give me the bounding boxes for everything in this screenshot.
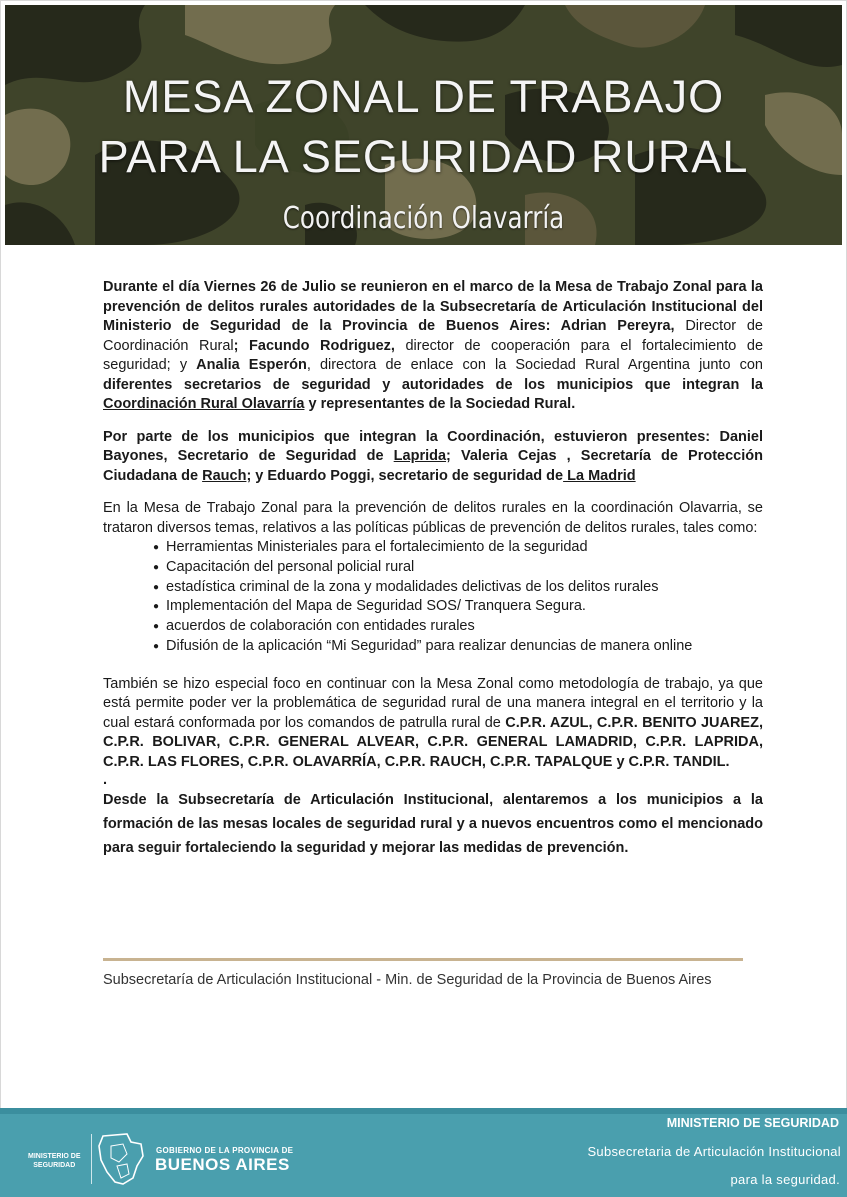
separator-dot: . xyxy=(103,772,108,789)
paragraph-closing: Desde la Subsecretaría de Articulación Institucional, alentaremos a los municipios a la formación de las mesas locales de seguridad rural y a nuevos encuentros como el mencionado para seguir fortaleciendo la seguridad y mejorar las medidas de prevención. xyxy=(103,792,763,857)
logo-separator xyxy=(91,1134,92,1184)
topic-item: ● Difusión de la aplicación “Mi Seguridad” para realizar denuncias de manera online xyxy=(153,637,763,657)
p1-name-2: ; Facundo Rodriguez, xyxy=(233,337,395,354)
p1-coordinacion-link: Coordinación Rural Olavarría xyxy=(103,396,305,412)
topic-item: ● Herramientas Ministeriales para el fortalecimiento de la seguridad xyxy=(153,538,763,558)
p4-cpr-list: C.P.R. AZUL, C.P.R. BENITO JUAREZ, C.P.R. BOLIVAR, C.P.R. GENERAL ALVEAR, C.P.R. GENERAL LAMADRID, C.P.R. LAPRIDA, C.P.R. LAS FLORES, C.P.R. OLAVARRÍA, C.P.R. RAUCH, C.P.R. TAPALQUE y C.P.R. TANDIL. xyxy=(103,714,763,770)
p4-text: También se hizo especial foco en continuar con la Mesa Zonal como metodología de trabajo, ya que está permite poder ver la problemática de seguridad rural de una manera integral en el territorio y la cual estará conformada por los comandos de patrulla rural de xyxy=(103,675,763,731)
p2-a: Por parte de los municipios que integran la Coordinación, estuvieron presentes: Daniel Bayones, Secretario de Seguridad de xyxy=(103,428,763,464)
bottom-bar-strip xyxy=(0,1108,847,1114)
p2-e: ; y Eduardo Poggi, secretario de seguridad de xyxy=(246,467,564,484)
bottom-bar xyxy=(0,1108,847,1197)
header-title-line2: PARA LA SEGURIDAD RURAL xyxy=(98,131,749,182)
paragraph-methodology xyxy=(103,675,763,773)
p1-role-2: director de cooperación para el fortalecimiento de seguridad; y xyxy=(103,337,764,373)
footer-divider xyxy=(103,958,743,961)
topic-item: ● Capacitación del personal policial rural xyxy=(153,558,763,578)
topic-item: ● estadística criminal de la zona y modalidades delictivas de los delitos rurales xyxy=(153,578,763,598)
ministerio-logo-text xyxy=(28,1152,81,1170)
p1-role-1: Director de Coordinación Rural xyxy=(103,318,763,354)
header-title-line1: MESA ZONAL DE TRABAJO xyxy=(122,71,725,122)
footer-credit: Subsecretaría de Articulación Institucional - Min. de Seguridad de la Provincia de Buenos Aires xyxy=(103,972,712,988)
para-seguridad-label: para la seguridad. xyxy=(730,1172,840,1187)
paragraph-municipalities xyxy=(103,428,763,487)
topic-item: ● Implementación del Mapa de Seguridad SOS/ Tranquera Segura. xyxy=(153,597,763,617)
ministerio-right-label: MINISTERIO DE SEGURIDAD xyxy=(666,1116,839,1130)
ministerio-small-line2: SEGURIDAD xyxy=(33,1162,76,1169)
gobierno-label: GOBIERNO DE LA PROVINCIA DE xyxy=(156,1146,294,1155)
p1-secretaries: diferentes secretarios de seguridad y autoridades de los municipios que integran la xyxy=(103,376,763,393)
p2-laprida: Laprida xyxy=(393,448,447,464)
p2-la-madrid: La Madrid xyxy=(563,467,636,484)
header-banner xyxy=(5,5,842,245)
header-subtitle: Coordinación Olavarría xyxy=(282,201,565,236)
paragraph-meeting xyxy=(103,278,763,415)
topic-item: ● acuerdos de colaboración con entidades rurales xyxy=(153,617,763,637)
ministerio-small-line1: MINISTERIO DE xyxy=(28,1153,81,1160)
subsecretaria-right-label: Subsecretaria de Articulación Institucional xyxy=(587,1144,841,1159)
p1-closing: y representantes de la Sociedad Rural. xyxy=(304,396,576,412)
paragraph-topics-intro: En la Mesa de Trabajo Zonal para la prevención de delitos rurales en la coordinación Olavarria, se trataron diversos temas, relativos a las políticas públicas de prevención de delitos rurales, tales como: xyxy=(103,500,763,536)
p1-intro: Durante el día Viernes 26 de Julio se reunieron en el marco de la Mesa de Trabajo Zonal para la prevención de delitos rurales autoridades de la Subsecretaría de Articulación Institucional del Ministerio de Seguridad de la Provincia de Buenos Aires: Adrian Pereyra, xyxy=(103,279,763,334)
topics-list xyxy=(103,538,763,657)
p1-name-3: Analia Esperón xyxy=(196,357,307,373)
p2-c: ; Valeria Cejas , Secretaría de Protección Ciudadana de xyxy=(103,448,763,484)
article-body xyxy=(103,278,763,860)
p1-role-3: , directora de enlace con la Sociedad Rural Argentina junto con xyxy=(306,357,763,373)
province-map-icon xyxy=(97,1132,147,1186)
buenos-aires-label: BUENOS AIRES xyxy=(155,1155,290,1174)
p2-rauch: Rauch xyxy=(202,467,247,484)
